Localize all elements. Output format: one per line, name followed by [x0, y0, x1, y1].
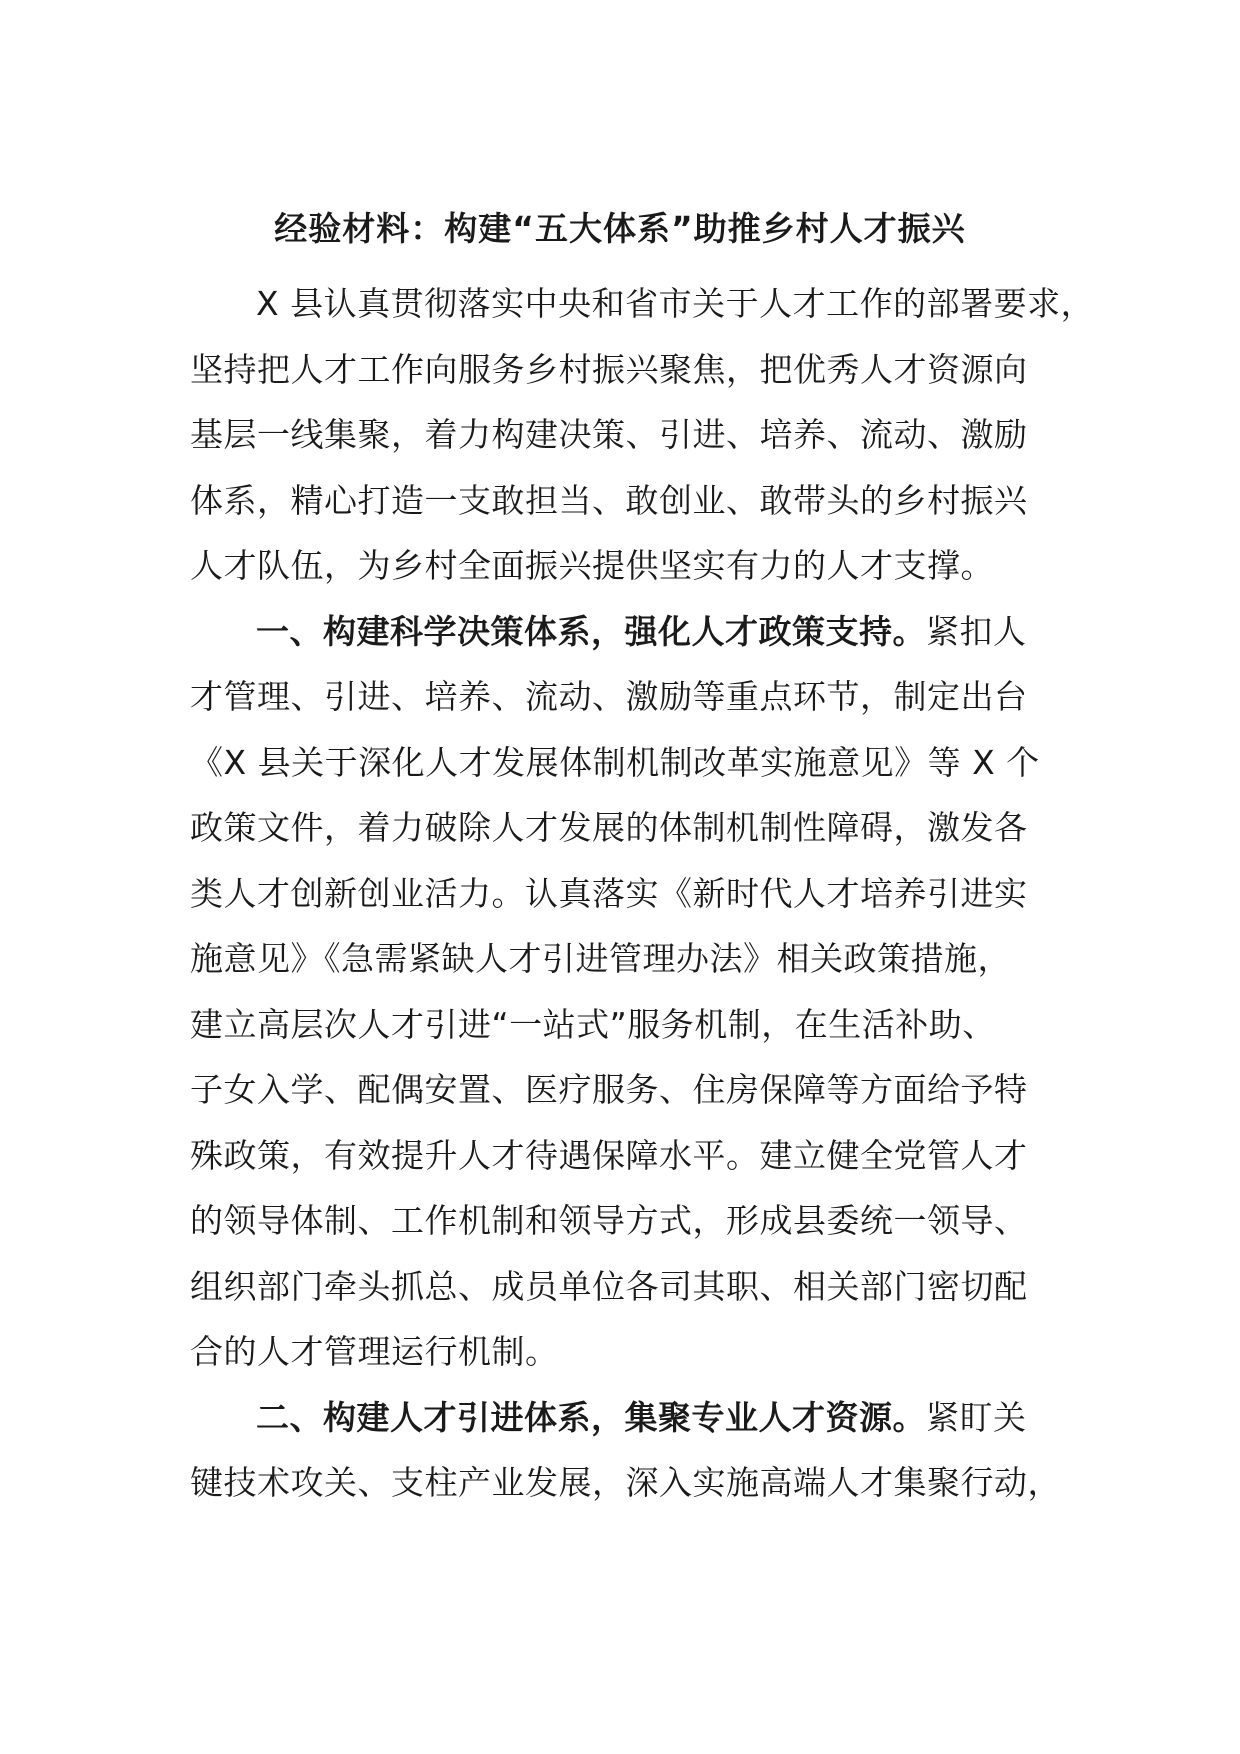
paragraph-section-2	[190, 1385, 1070, 1516]
text-line: 坚持把人才工作向服务乡村振兴聚焦，把优秀人才资源向	[190, 349, 1028, 389]
paragraph-intro	[190, 271, 1095, 599]
text-line: 子女入学、配偶安置、医疗服务、住房保障等方面给予特	[190, 1070, 1028, 1109]
section-heading-rest: 紧盯关	[926, 1397, 1027, 1437]
text-line: 《X 县关于深化人才发展体制机制改革实施意见》等 X 个	[190, 742, 1040, 782]
text-line: 组织部门牵头抓总、成员单位各司其职、相关部门密切配	[190, 1266, 1028, 1306]
section-heading: 二、构建人才引进体系，集聚专业人才资源。	[256, 1397, 926, 1437]
text-line: X 县认真贯彻落实中央和省市关于人才工作的部署要求，	[256, 284, 1095, 323]
section-first-line	[190, 1385, 1070, 1451]
text-line: 人才队伍，为乡村全面振兴提供坚实有力的人才支撑。	[190, 546, 994, 585]
section-heading: 一、构建科学决策体系，强化人才政策支持。	[256, 611, 926, 651]
text-line: 殊政策，有效提升人才待遇保障水平。建立健全党管人才	[190, 1135, 1028, 1175]
text-line: 的领导体制、工作机制和领导方式，形成县委统一领导、	[190, 1201, 1028, 1240]
text-line: 才管理、引进、培养、流动、激励等重点环节，制定出台	[190, 677, 1028, 716]
section-first-line	[190, 599, 1070, 665]
text-line: 类人才创新创业活力。认真落实《新时代人才培养引进实	[190, 873, 1028, 913]
paragraph-section-1	[190, 599, 1070, 1385]
text-line: 基层一线集聚，着力构建决策、引进、培养、流动、激励	[190, 415, 1028, 454]
section-heading-rest: 紧扣人	[926, 611, 1027, 651]
document-body	[190, 271, 1095, 1516]
text-line: 合的人才管理运行机制。	[190, 1332, 559, 1371]
text-line: 政策文件，着力破除人才发展的体制机制性障碍，激发各	[190, 808, 1028, 847]
text-line: 体系，精心打造一支敢担当、敢创业、敢带头的乡村振兴	[190, 480, 1028, 520]
text-line: 键技术攻关、支柱产业发展，深入实施高端人才集聚行动，	[190, 1463, 1061, 1502]
text-line: 建立高层次人才引进“一站式”服务机制，在生活补助、	[190, 1004, 996, 1044]
text-line: 施意见》《急需紧缺人才引进管理办法》相关政策措施，	[190, 939, 1011, 978]
document-title: 经验材料：构建“五大体系”助推乡村人才振兴	[274, 209, 966, 248]
